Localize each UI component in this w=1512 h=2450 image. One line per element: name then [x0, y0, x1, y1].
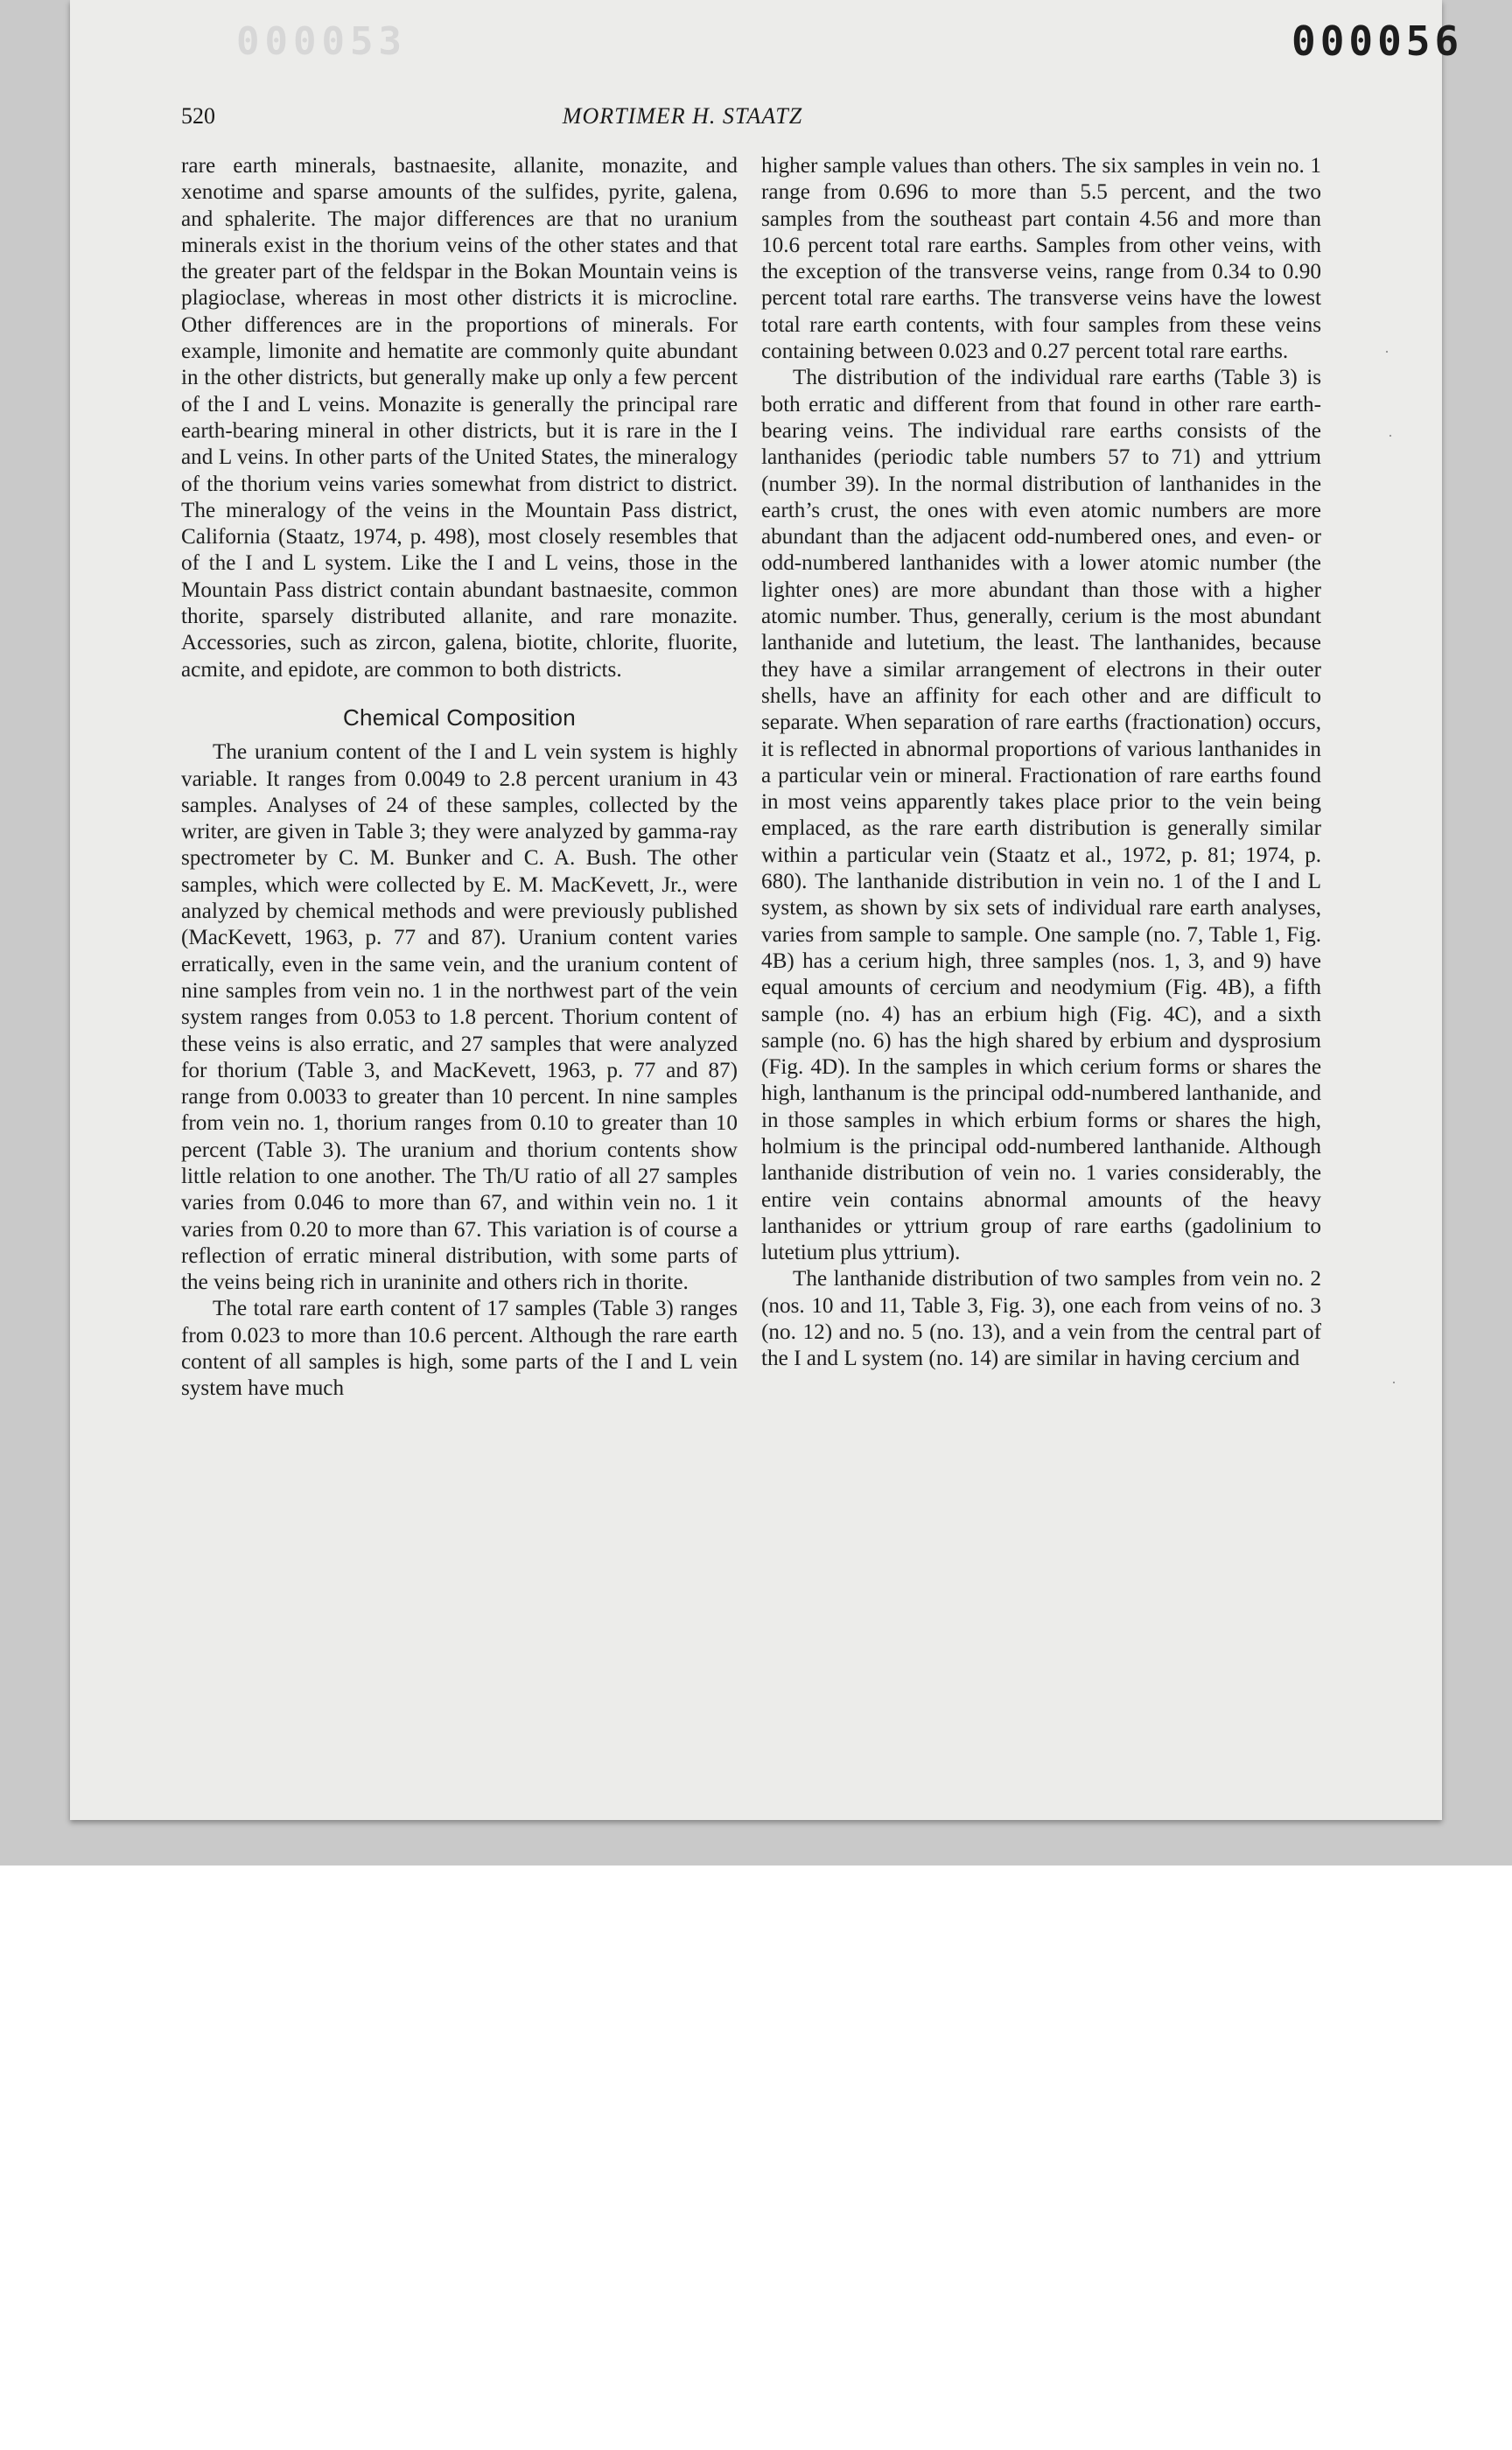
section-heading: Chemical Composition [342, 704, 577, 731]
paragraph: The distribution of the individual rare earths (Table 3) is both erratic and different from that found in other rare earth-bearing veins. The individual rare earths consists of the lanthanides (periodic table numbers 57 to 71) and yttrium (number 39). In the normal distribution of lanthanides in the earth’s crust, the ones with even atomic numbers are more abundant than the adjacent odd-numbered ones, and even- or odd-numbered lanthanides with a lower atomic number (the lighter ones) are more abundant than those with a higher atomic number. Thus, generally, cerium is the most abundant lanthanide and lutetium, the least. The lanthanides, because they have a similar arrangement of electrons in their outer shells, have an affinity for each other and are difficult to separate. When separation of rare earths (fractionation) occurs, it is reflected in abnormal proportions of various lanthanides in a particular vein or mineral. Fractionation of rare earths found in most veins apparently takes place prior to the vein being emplaced, as the rare earth distribution is generally similar within a particular vein (Staatz et al., 1972, p. 81; 1974, p. 680). The lanthanide distribution in vein no. 1 of the I and L system, as shown by six sets of individual rare earth analyses, varies from sample to sample. One sample (no. 7, Table 1, Fig. 4B) has a cerium high, three samples (nos. 1, 3, and 9) have equal amounts of cercium and neodymium (Fig. 4B), a fifth sample (no. 4) has an erbium high (Fig. 4C), and a sixth sample (no. 6) has the high shared by erbium and dysprosium (Fig. 4D). In the samples in which cerium forms or shares the high, lanthanum is the principal odd-numbered lanthanide, and in those samples in which erbium forms or shares the high, holmium is the principal odd-numbered lanthanide. Although lanthanide distribution of vein no. 1 varies considerably, the entire vein contains abnormal amounts of the heavy lanthanides or yttrium group of rare earths (gadolinium to lutetium plus yttrium). [761, 366, 1321, 1265]
left-column [181, 153, 738, 1403]
right-column [761, 153, 1321, 1373]
scan-speck: · [1391, 1374, 1396, 1391]
paragraph: The lanthanide distribution of two samples from vein no. 2 (nos. 10 and 11, Table 3, Fig. 3), one each from veins of no. 3 (no. 12) and no. 5 (no. 13), and a vein from the central part of the I and L system (no. 14) are similar in having cercium and [761, 1267, 1321, 1371]
paragraph: higher sample values than others. The six samples in vein no. 1 range from 0.696 to more than 5.5 percent, and the two samples from the southeast part contain 4.56 and more than 10.6 percent total rare earths. Samples from other veins, with the exception of the transverse veins, range from 0.34 to 0.90 percent total rare earths. The transverse veins have the lowest total rare earth contents, with four samples from these veins containing between 0.023 and 0.27 percent total rare earths. [761, 154, 1321, 364]
scan-speck: · [1388, 427, 1393, 444]
paragraph: rare earth minerals, bastnaesite, allanite, monazite, and xenotime and sparse amounts of the sulfides, pyrite, galena, and sphalerite. The major differences are that no uranium minerals exist in the thorium veins of the other states and that the greater part of the feldspar in the Bokan Mountain veins is plagioclase, whereas in most other districts it is microcline. Other differences are in the proportions of minerals. For example, limonite and hematite are commonly quite abundant in the other districts, but generally make up only a few percent of the I and L veins. Monazite is generally the principal rare earth-bearing mineral in other districts, but it is rare in the I and L veins. In other parts of the United States, the mineralogy of the thorium veins varies somewhat from district to district. The mineralogy of the veins in the Mountain Pass district, California (Staatz, 1974, p. 498), most closely resembles that of the I and L system. Like the I and L veins, those in the Mountain Pass district contain abundant bastnaesite, common thorite, sparsely distributed allanite, and rare monazite. Accessories, such as zircon, galena, biotite, chlorite, fluorite, acmite, and epidote, are common to both districts. [181, 154, 738, 682]
scan-speck: · [1384, 343, 1390, 360]
page-stamp-number: 000056 [1292, 18, 1464, 65]
paragraph: The uranium content of the I and L vein system is highly variable. It ranges from 0.0049 to 2.8 percent uranium in 43 samples. Analyses of 24 of these samples, collected by the writer, are given in Table 3; they were analyzed by gamma-ray spectrometer by C. M. Bunker and C. A. Bush. The other samples, which were collected by E. M. MacKevett, Jr., were analyzed by chemical methods and were previously published (MacKevett, 1963, p. 77 and 87). Uranium content varies erratically, even in the same vein, and the uranium content of nine samples from vein no. 1 in the northwest part of the vein system ranges from 0.053 to 1.8 percent. Thorium content of these veins is also erratic, and 27 samples that were analyzed for thorium (Table 3, and MacKevett, 1963, p. 77 and 87) range from 0.0033 to greater than 10 percent. In nine samples from vein no. 1, thorium ranges from 0.10 to greater than 10 percent (Table 3). The uranium and thorium contents show little relation to one another. The Th/U ratio of all 27 samples varies from 0.046 to more than 67, and within vein no. 1 it varies from 0.20 to more than 67. This variation is of course a reflection of erratic mineral distribution, with some parts of the veins being rich in uraninite and others rich in thorite. [181, 740, 738, 1295]
faint-page-stamp: 000053 [236, 19, 407, 64]
running-head: MORTIMER H. STAATZ [562, 103, 803, 129]
paragraph: The total rare earth content of 17 samples (Table 3) ranges from 0.023 to more than 10.6 percent. Although the rare earth content of all samples is high, some parts of the I and L vein system have much [181, 1297, 738, 1401]
page-number: 520 [181, 103, 215, 129]
